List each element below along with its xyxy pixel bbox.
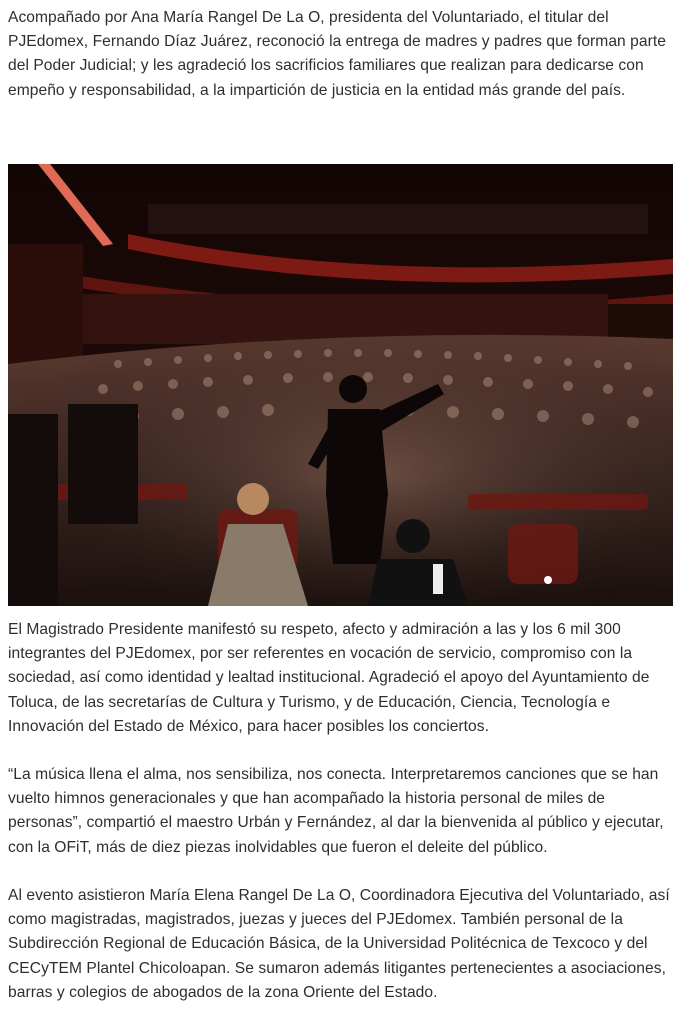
paragraph-attendees: Al evento asistieron María Elena Rangel De La O, Coordinadora Ejecutiva del Voluntariado, así como magistradas, magistrados, juezas y jueces del PJEdomex. También personal de la Subdirección Regional de Educación Básica, de la Universidad Politécnica de Texcoco y del CECyTEM Plantel Chicoloapan. Se sumaron además litigantes pertenecientes a asociaciones, barras y colegios de abogados de la zona Oriente del Estado. [8,887,670,1001]
paragraph-intro: Acompañado por Ana María Rangel De La O, presidenta del Voluntariado, el titular del PJEdomex, Fernando Díaz Juárez, reconoció la entrega de madres y padres que forman parte del Poder Judicial; y les agradeció los sacrificios familiares que realizan para dedicarse con empeño y responsabilidad, a la impartición de justicia en la entidad más grande del país. [8,9,666,99]
paragraph-quote: “La música llena el alma, nos sensibiliza, nos conecta. Interpretaremos canciones que se han vuelto himnos generacionales y que han acompañado la historia personal de miles de personas”, compartió el maestro Urbán y Fernández, al dar la bienvenida al público y ejecutar, con la OFiT, más de diez piezas inolvidables que fueron el deleite del público. [8,766,664,856]
paragraph-president: El Magistrado Presidente manifestó su respeto, afecto y admiración a las y los 6 mil 300 integrantes del PJEdomex, por ser referentes en vocación de servicio, compromiso con la sociedad, así como identidad y lealtad institucional. Agradeció el apoyo del Ayuntamiento de Toluca, de las secretarías de Cultura y Turismo, y de Educación, Ciencia, Tecnología e Innovación del Estado de México, para hacer posibles los conciertos. [8,621,650,735]
theater-photo-illustration [8,164,673,606]
concert-audience-photo [8,164,673,606]
